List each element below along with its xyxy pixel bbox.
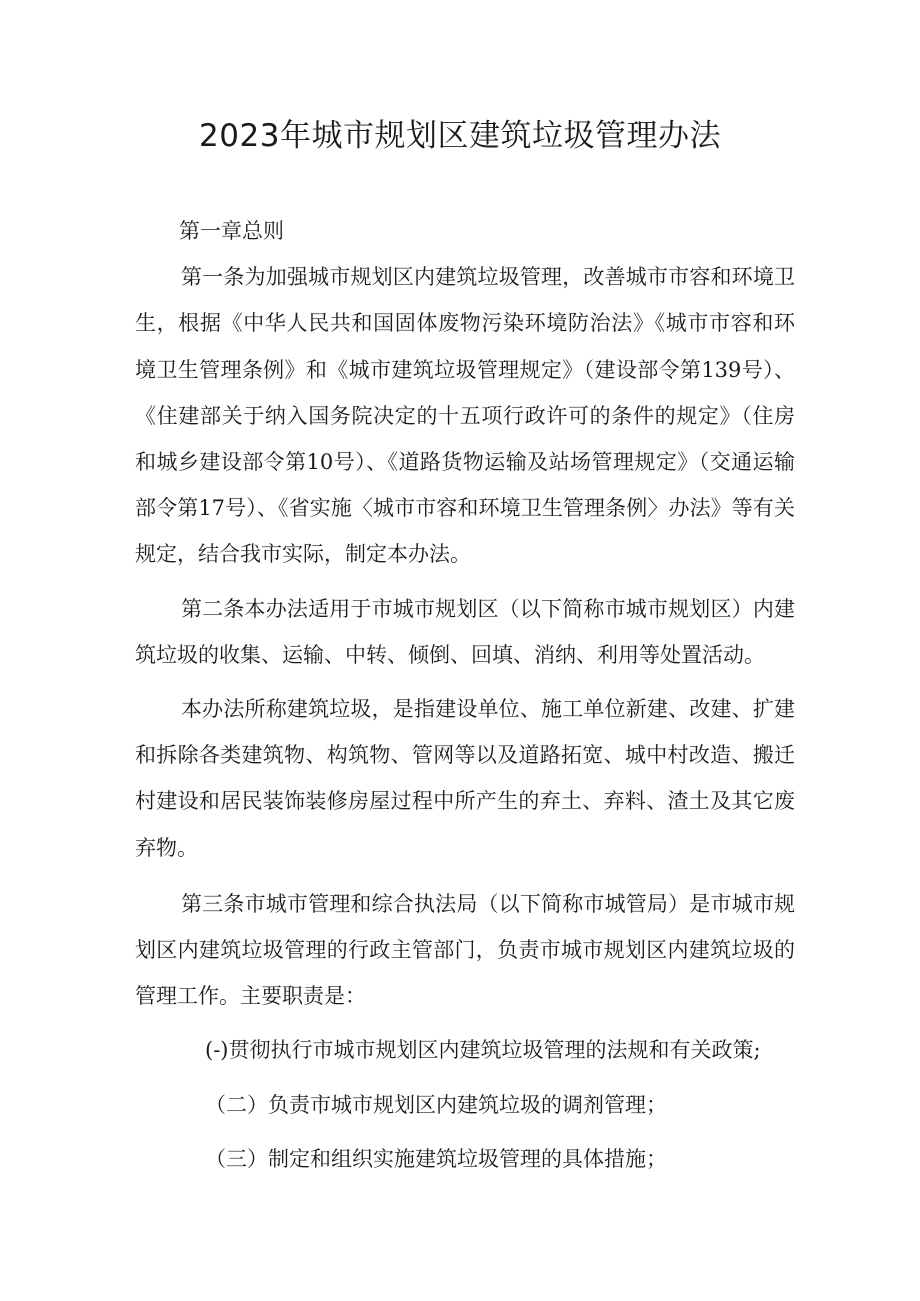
- article-1-paragraph: 第一条为加强城市规划区内建筑垃圾管理，改善城市市容和环境卫生，根据《中华人民共和国固体废物污染环境防治法》《城市市容和环境卫生管理条例》和《城市建筑垃圾管理规定》（建设部令第139号）、《住建部关于纳入国务院决定的十五项行政许可的条件的规定》（住房和城乡建设部令第10号）、《道路货物运输及站场管理规定》（交通运输部令第17号）、《省实施〈城市市容和环境卫生管理条例〉办法》等有关规定，结合我市实际，制定本办法。: [135, 265, 795, 567]
- duty-list-item: (-)贯彻执行市城市规划区内建筑垃圾管理的法规和有关政策;: [205, 1038, 761, 1063]
- article-2-paragraph: 第二条本办法适用于市城市规划区（以下简称市城市规划区）内建筑垃圾的收集、运输、中转、倾倒、回填、消纳、利用等处置活动。: [135, 596, 795, 667]
- duty-list-item: （二）负责市城市规划区内建筑垃圾的调剂管理；: [205, 1092, 667, 1117]
- article-3-paragraph: 第三条市城市管理和综合执法局（以下简称市城管局）是市城市规划区内建筑垃圾管理的行政主管部门，负责市城市规划区内建筑垃圾的管理工作。主要职责是：: [135, 891, 795, 1009]
- document-body: [135, 208, 795, 1182]
- document-title: 2023年城市规划区建筑垃圾管理办法: [199, 118, 721, 154]
- construction-waste-definition-paragraph: 本办法所称建筑垃圾，是指建设单位、施工单位新建、改建、扩建和拆除各类建筑物、构筑物、管网等以及道路拓宽、城中村改造、搬迁村建设和居民装饰装修房屋过程中所产生的弃土、弃料、渣土及其它废弃物。: [135, 697, 795, 860]
- duty-list-item: （三）制定和组织实施建筑垃圾管理的具体措施；: [205, 1146, 667, 1171]
- chapter-heading: 第一章总则: [179, 219, 284, 243]
